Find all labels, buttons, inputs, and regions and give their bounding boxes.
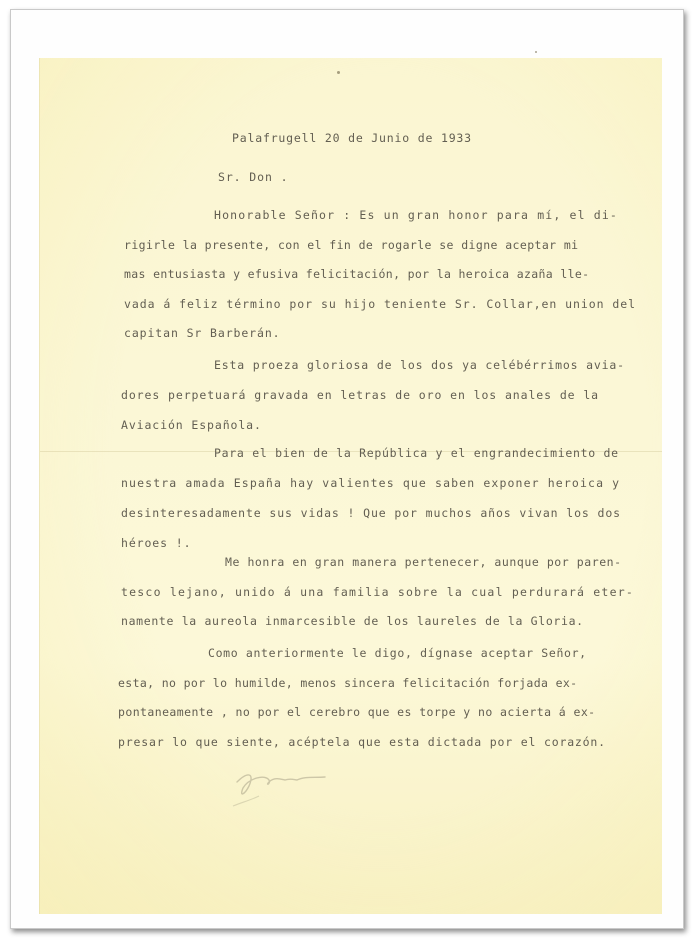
letter-line: vada á feliz término por su hijo teniente Sr. Collar,en union del <box>124 296 637 311</box>
letter-line: tesco lejano, unido á una familia sobre la cual perdurará eter- <box>121 584 634 599</box>
letter-line: pontaneamente , no por el cerebro que es torpe y no acierta á ex- <box>118 705 596 719</box>
paper-speck <box>337 71 340 74</box>
letter-line: mas entusiasta y efusiva felicitación, por la heroica azaña lle- <box>124 267 590 281</box>
paper-speck <box>535 51 537 53</box>
letter-line: rigirle la presente, con el fin de rogarle se digne aceptar mi <box>124 237 579 252</box>
letter-line: desinteresadamente sus vidas ! Que por muchos años vivan los dos <box>121 506 621 520</box>
letter-line: Como anteriormente le digo, dígnase aceptar Señor, <box>208 646 587 660</box>
letter-line: Honorable Señor : Es un gran honor para mí, el di- <box>214 208 618 222</box>
letter-line: Me honra en gran manera pertenecer, aunque por paren- <box>225 555 622 569</box>
letter-line: héroes !. <box>121 536 192 550</box>
signature-scribble <box>225 758 355 818</box>
letter-line: Esta proeza gloriosa de los dos ya celébérrimos avia- <box>214 358 625 372</box>
letter-line: presar lo que siente, acéptela que esta dictada por el corazón. <box>118 734 606 749</box>
letter-line: capitan Sr Barberán. <box>124 326 281 340</box>
letter-line: esta, no por lo humilde, menos sincera felicitación forjada ex- <box>118 675 578 690</box>
date-line: Palafrugell 20 de Junio de 1933 <box>232 131 472 145</box>
letter-line: dores perpetuará gravada en letras de oro en los anales de la <box>121 388 600 402</box>
letter-line: Para el bien de la República y el engrandecimiento de <box>214 446 619 460</box>
salutation: Sr. Don . <box>218 170 289 184</box>
letter-line: namente la aureola inmarcesible de los laureles de la Gloria. <box>121 614 584 628</box>
letter-line: Aviación Española. <box>121 418 262 432</box>
letter-line: nuestra amada España hay valientes que saben exponer heroica y <box>121 476 621 490</box>
